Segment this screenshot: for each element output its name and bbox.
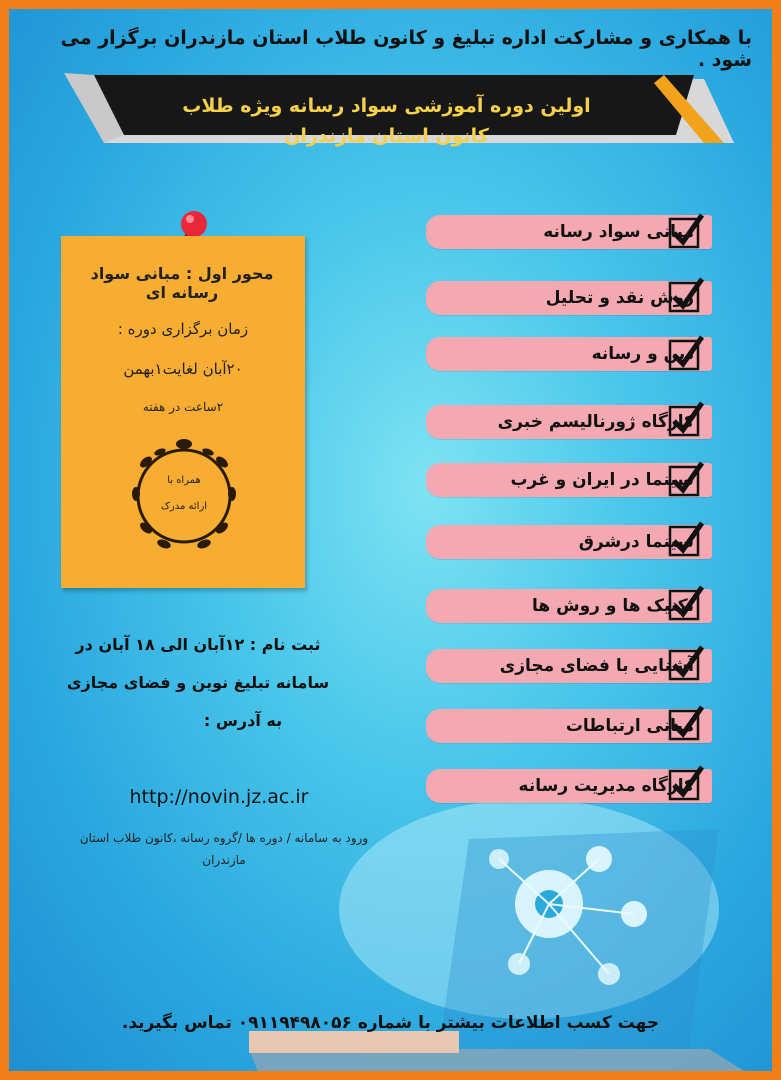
intro-text: با همکاری و مشارکت اداره تبلیغ و کانون طلاب استان مازندران برگزار می شود . [60, 27, 752, 71]
checkbox-checked-icon [664, 273, 708, 317]
checkbox-checked-icon [664, 517, 708, 561]
course-label: مبانی ارتباطات [565, 716, 694, 736]
course-label: کارگاه ژورنالیسم خبری [497, 412, 694, 432]
sticky-note [61, 236, 305, 588]
registration-url-link[interactable]: http://novin.jz.ac.ir [129, 786, 309, 808]
path-line2: مازندران [202, 853, 246, 867]
banner-title: اولین دوره آموزشی سواد رسانه ویژه طلاب کانون استان مازندران [182, 95, 591, 147]
checkbox-checked-icon [664, 457, 708, 501]
course-label: دین و رسانه [591, 344, 694, 364]
course-label: سینما در ایران و غرب [510, 470, 694, 490]
checkbox-checked-icon [664, 331, 708, 375]
registration-line2: سامانه تبلیغ نوین و فضای مجازی [66, 673, 330, 692]
badge-text [124, 468, 244, 520]
checkbox-checked-icon [664, 397, 708, 441]
badge-line2: ارائه مدرک [160, 501, 208, 512]
period-label: زمان برگزاری دوره : [117, 320, 249, 338]
note-heading: محور اول : مبانی سواد رسانه ای [90, 264, 274, 302]
checkbox-checked-icon [664, 209, 708, 253]
title-banner [64, 73, 734, 147]
checkbox-checked-icon [664, 641, 708, 685]
registration-line3: به آدرس : [203, 711, 283, 730]
course-label: سینما درشرق [578, 532, 694, 552]
course-label: روش نقد و تحلیل [545, 288, 694, 308]
course-label: مبانی سواد رسانه [543, 222, 694, 242]
checkbox-checked-icon [664, 581, 708, 625]
checkbox-checked-icon [664, 761, 708, 805]
path-line1: ورود به سامانه / دوره ها /گروه رسانه ،کانون طلاب استان [79, 831, 369, 845]
contact-text: جهت کسب اطلاعات بیشتر با شماره ۰۹۱۱۹۴۹۸۰۵۶ تماس بگیرید. [121, 1013, 660, 1033]
hours-text: ۲ساعت در هفته [142, 400, 224, 414]
course-label: آشنایی با فضای مجازی [499, 656, 694, 676]
course-label: تکنیک ها و روش ها [532, 596, 694, 616]
registration-line1: ثبت نام : ۱۲آبان الی ۱۸ آبان در [75, 635, 321, 654]
checkbox-checked-icon [664, 701, 708, 745]
registration-path [34, 827, 414, 871]
period-value: ۲۰آبان لغایت۱بهمن [123, 360, 243, 378]
badge-line1: همراه با [167, 475, 201, 486]
course-label: کارگاه مدیریت رسانه [518, 776, 694, 796]
